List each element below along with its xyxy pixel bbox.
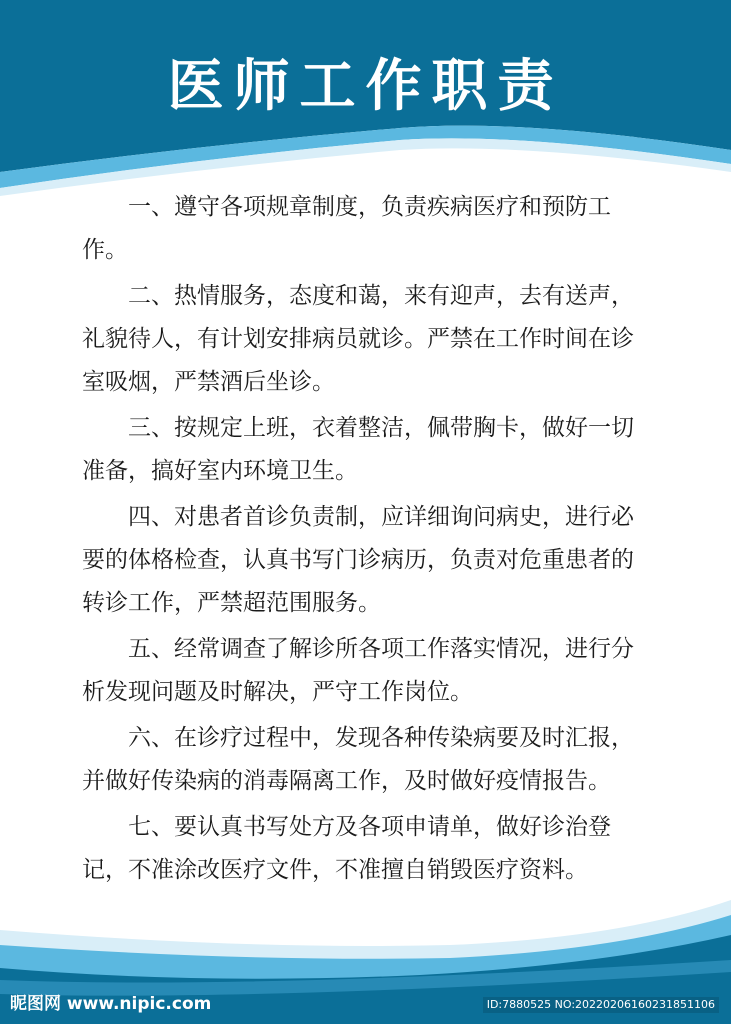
duty-paragraph: 七、要认真书写处方及各项申请单，做好诊治登记，不准涂改医疗文件，不准擅自销毁医疗资料。 — [82, 814, 611, 883]
duty-paragraph: 五、经常调查了解诊所各项工作落实情况，进行分析发现问题及时解决，严守工作岗位。 — [82, 636, 634, 705]
duty-paragraph: 二、热情服务，态度和蔼，来有迎声，去有送声，礼貌待人，有计划安排病员就诊。严禁在工作时间在诊室吸烟，严禁酒后坐诊。 — [82, 283, 634, 395]
watermark-site: 昵图网 www.nipic.com — [10, 994, 212, 1014]
duty-paragraph: 三、按规定上班，衣着整洁，佩带胸卡，做好一切准备，搞好室内环境卫生。 — [82, 415, 634, 484]
watermark-id: ID:7880525 NO:20220206160231851106 — [483, 997, 719, 1013]
duty-paragraph: 六、在诊疗过程中，发现各种传染病要及时汇报，并做好传染病的消毒隔离工作，及时做好疫情报告。 — [82, 725, 634, 794]
duty-paragraph: 一、遵守各项规章制度，负责疾病医疗和预防工作。 — [82, 194, 611, 263]
duty-paragraph: 四、对患者首诊负责制，应详细询问病史，进行必要的体格检查，认真书写门诊病历，负责对危重患者的转诊工作，严禁超范围服务。 — [82, 504, 634, 616]
duties-list — [82, 186, 648, 892]
page-title: 医师工作职责 — [167, 54, 564, 119]
